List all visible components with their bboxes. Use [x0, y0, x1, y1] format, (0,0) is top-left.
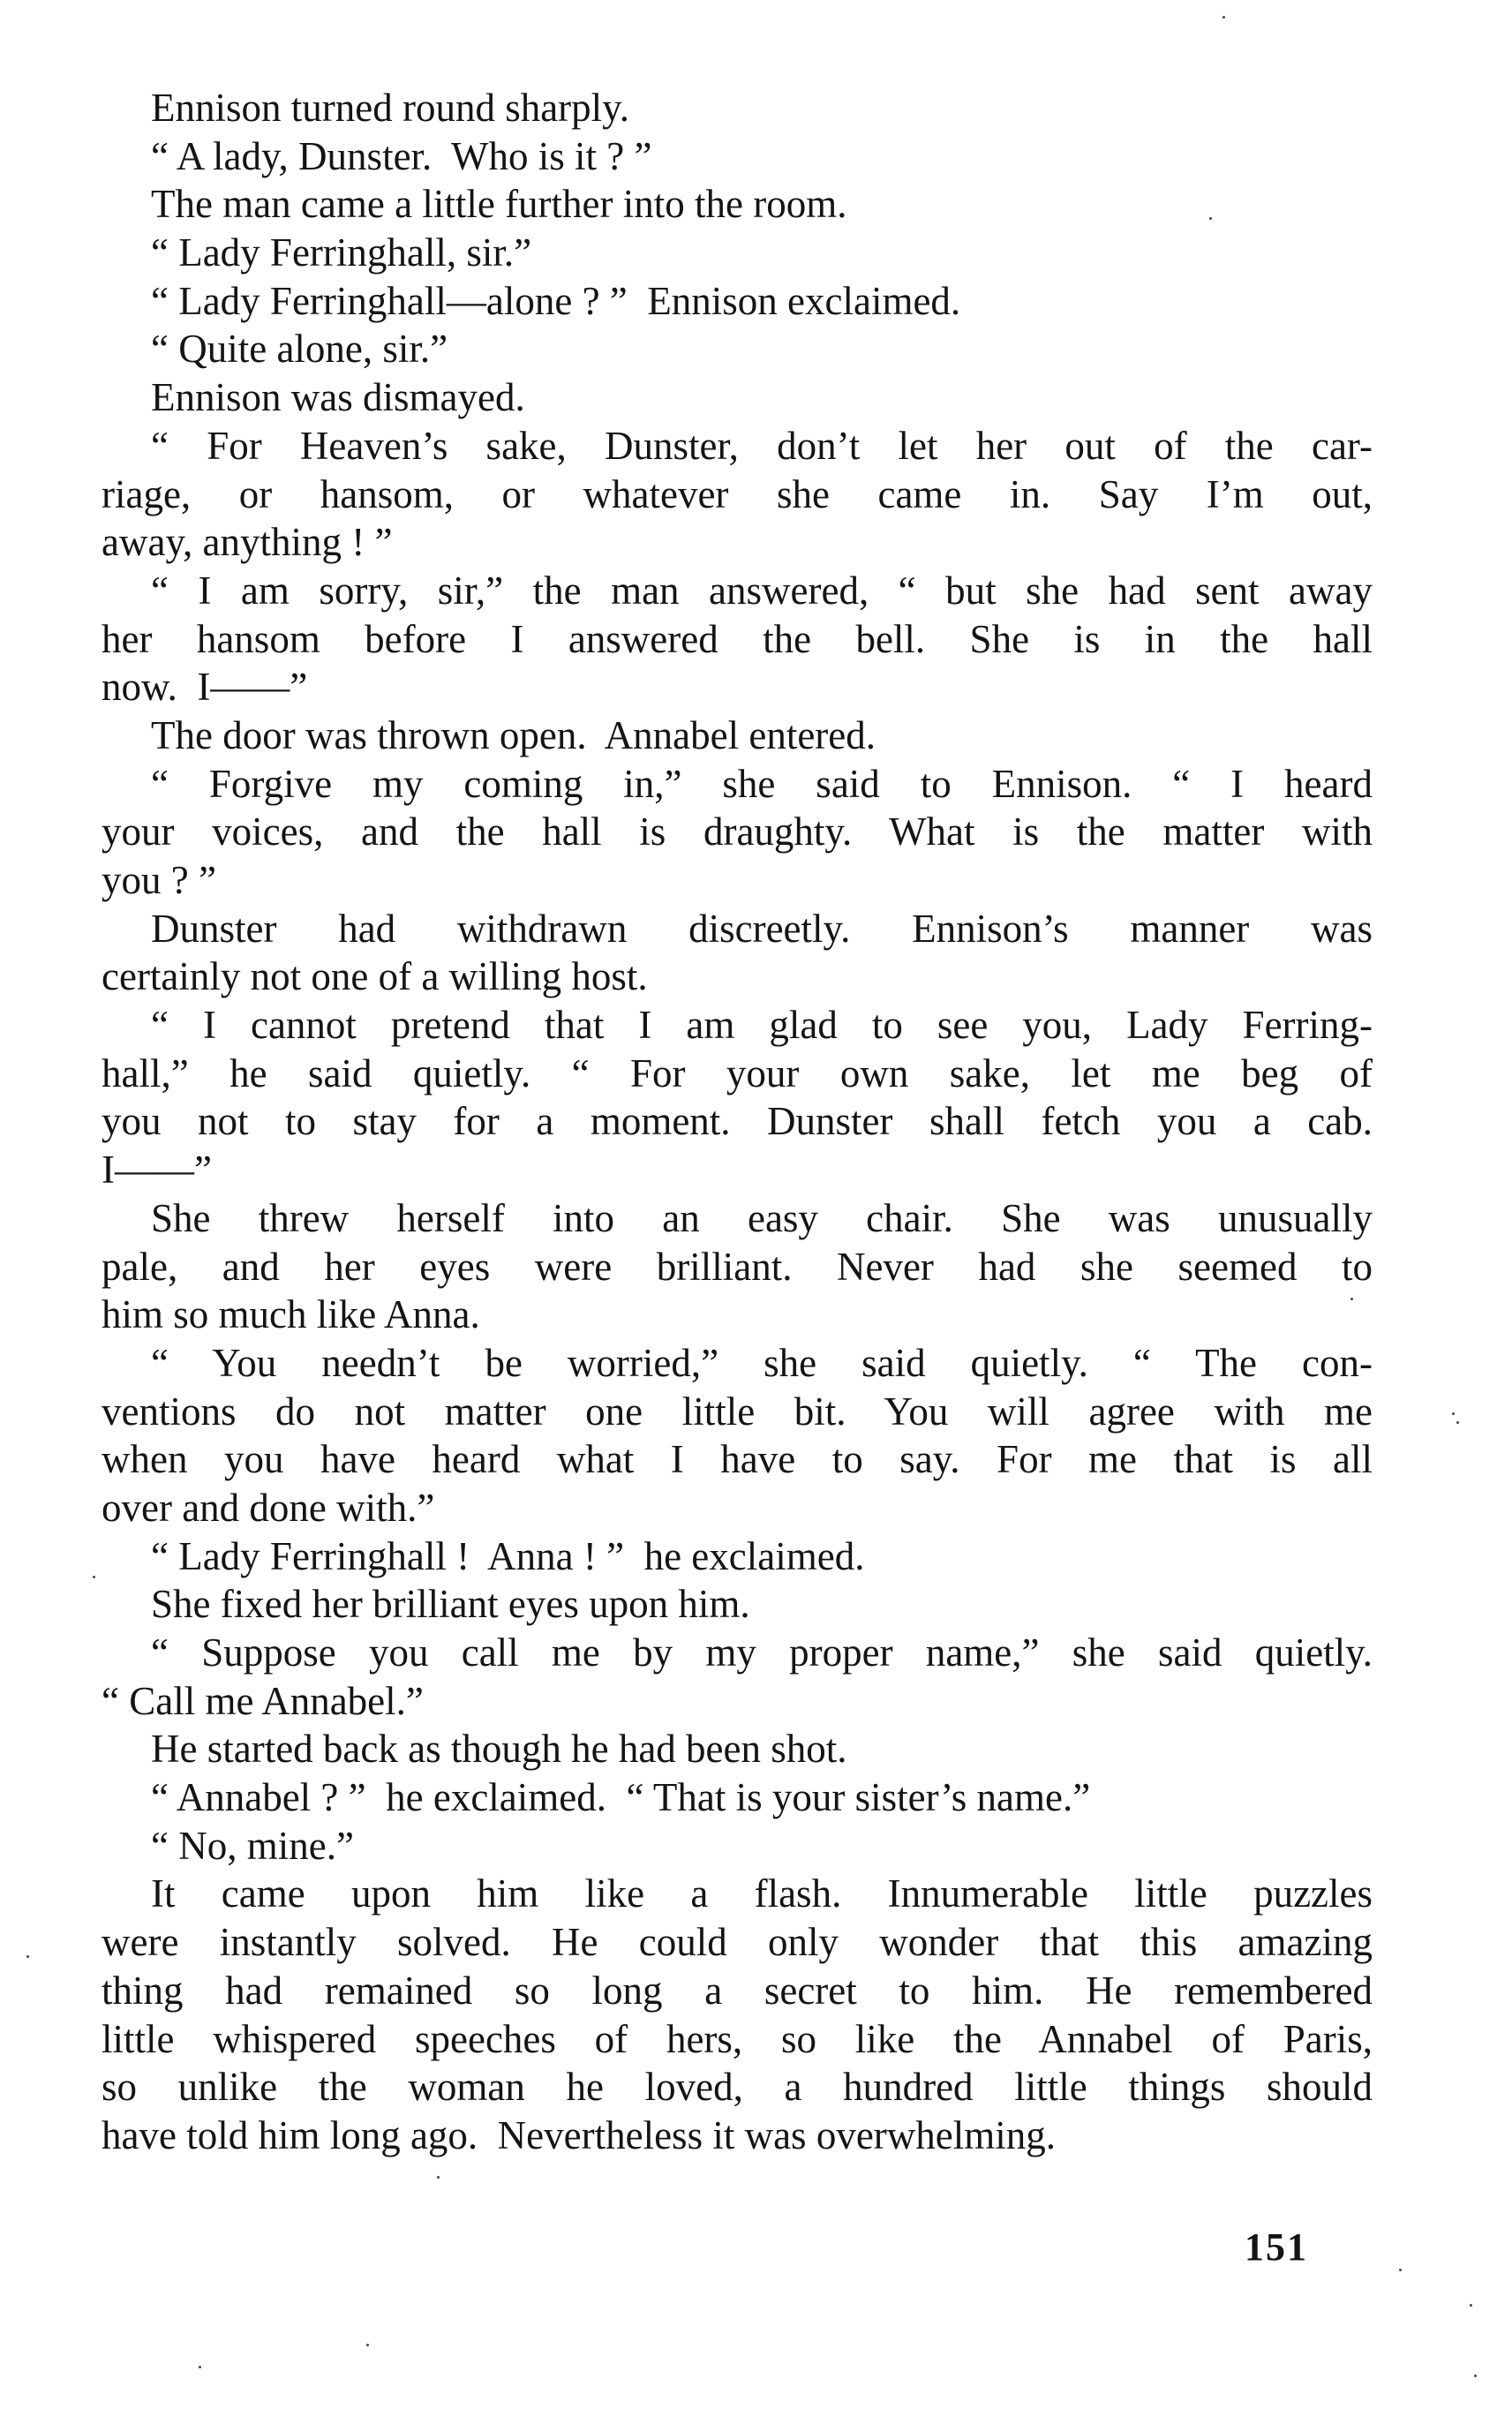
text-line: little whispered speeches of hers, so like the Annabel of Paris,: [102, 2016, 1373, 2061]
paper-speck: [1452, 1412, 1455, 1415]
text-line: were instantly solved. He could only wonder that this amazing: [102, 1920, 1373, 1965]
text-line: “ Suppose you call me by my proper name,” she said quietly.: [151, 1630, 1373, 1675]
paper-speck: [1209, 217, 1212, 220]
text-line: The door was thrown open. Annabel entered.: [151, 712, 876, 757]
text-line: “ You needn’t be worried,” she said quietly. “ The con-: [151, 1340, 1373, 1385]
paper-speck: [1470, 2304, 1472, 2307]
paper-speck: [199, 2366, 201, 2368]
page-body-text: [102, 84, 1373, 2160]
paper-speck: [1399, 2269, 1402, 2271]
text-line: riage, or hansom, or whatever she came in. Say I’m out,: [102, 471, 1373, 516]
text-line: “ Annabel ? ” he exclaimed. “ That is your sister’s name.”: [151, 1775, 1091, 1820]
text-line: hall,” he said quietly. “ For your own sake, let me beg of: [102, 1050, 1373, 1095]
page-number: 151: [1245, 2225, 1308, 2269]
text-line: away, anything ! ”: [102, 520, 393, 565]
text-line: “ I am sorry, sir,” the man answered, “ but she had sent away: [151, 568, 1373, 613]
text-line: have told him long ago. Nevertheless it was overwhelming.: [102, 2112, 1057, 2157]
text-line: “ Forgive my coming in,” she said to Ennison. “ I heard: [151, 761, 1373, 806]
text-line: “ No, mine.”: [151, 1823, 354, 1868]
paper-speck: [1456, 1421, 1459, 1424]
text-line: thing had remained so long a secret to him. He remembered: [102, 1968, 1373, 2013]
text-line: “ For Heaven’s sake, Dunster, don’t let her out of the car-: [151, 423, 1373, 468]
text-line: pale, and her eyes were brilliant. Never had she seemed to: [102, 1244, 1373, 1289]
text-line: “ Lady Ferringhall, sir.”: [151, 230, 532, 275]
text-line: you not to stay for a moment. Dunster shall fetch you a cab.: [102, 1099, 1373, 1144]
text-line: when you have heard what I have to say. For me that is all: [102, 1437, 1373, 1482]
text-line: The man came a little further into the room.: [151, 182, 847, 227]
text-line: now. I——”: [102, 665, 308, 710]
text-line: certainly not one of a willing host.: [102, 954, 648, 999]
text-line: “ Lady Ferringhall—alone ? ” Ennison exclaimed.: [151, 278, 961, 323]
paper-speck: [93, 1576, 95, 1578]
paper-speck: [26, 1955, 29, 1958]
text-line: Ennison turned round sharply.: [151, 86, 629, 130]
text-line: over and done with.”: [102, 1485, 435, 1530]
text-line: “ Call me Annabel.”: [102, 1678, 424, 1723]
text-line: It came upon him like a flash. Innumerable little puzzles: [151, 1871, 1373, 1916]
paper-speck: [437, 2176, 440, 2179]
text-line: him so much like Anna.: [102, 1292, 480, 1337]
text-line: your voices, and the hall is draughty. What is the matter with: [102, 809, 1373, 854]
text-line: She threw herself into an easy chair. She was unusually: [151, 1195, 1373, 1240]
paper-speck: [366, 2344, 369, 2346]
text-line: I——”: [102, 1148, 212, 1193]
text-line: Ennison was dismayed.: [151, 375, 525, 420]
text-line: “ A lady, Dunster. Who is it ? ”: [151, 133, 652, 178]
text-line: you ? ”: [102, 858, 216, 902]
text-line: “ Quite alone, sir.”: [151, 327, 448, 372]
paper-speck: [1222, 16, 1225, 19]
paper-speck: [1350, 1298, 1353, 1300]
text-line: Dunster had withdrawn discreetly. Ennison’s manner was: [151, 906, 1373, 951]
text-line: “ I cannot pretend that I am glad to see you, Lady Ferring-: [151, 1003, 1373, 1048]
text-line: ventions do not matter one little bit. You will agree with me: [102, 1389, 1373, 1434]
paper-speck: [1474, 2375, 1477, 2377]
text-line: so unlike the woman he loved, a hundred little things should: [102, 2065, 1373, 2110]
text-line: She fixed her brilliant eyes upon him.: [151, 1582, 750, 1627]
text-line: He started back as though he had been shot.: [151, 1727, 847, 1772]
text-line: her hansom before I answered the bell. She is in the hall: [102, 616, 1373, 661]
text-line: “ Lady Ferringhall ! Anna ! ” he exclaimed.: [151, 1533, 865, 1578]
